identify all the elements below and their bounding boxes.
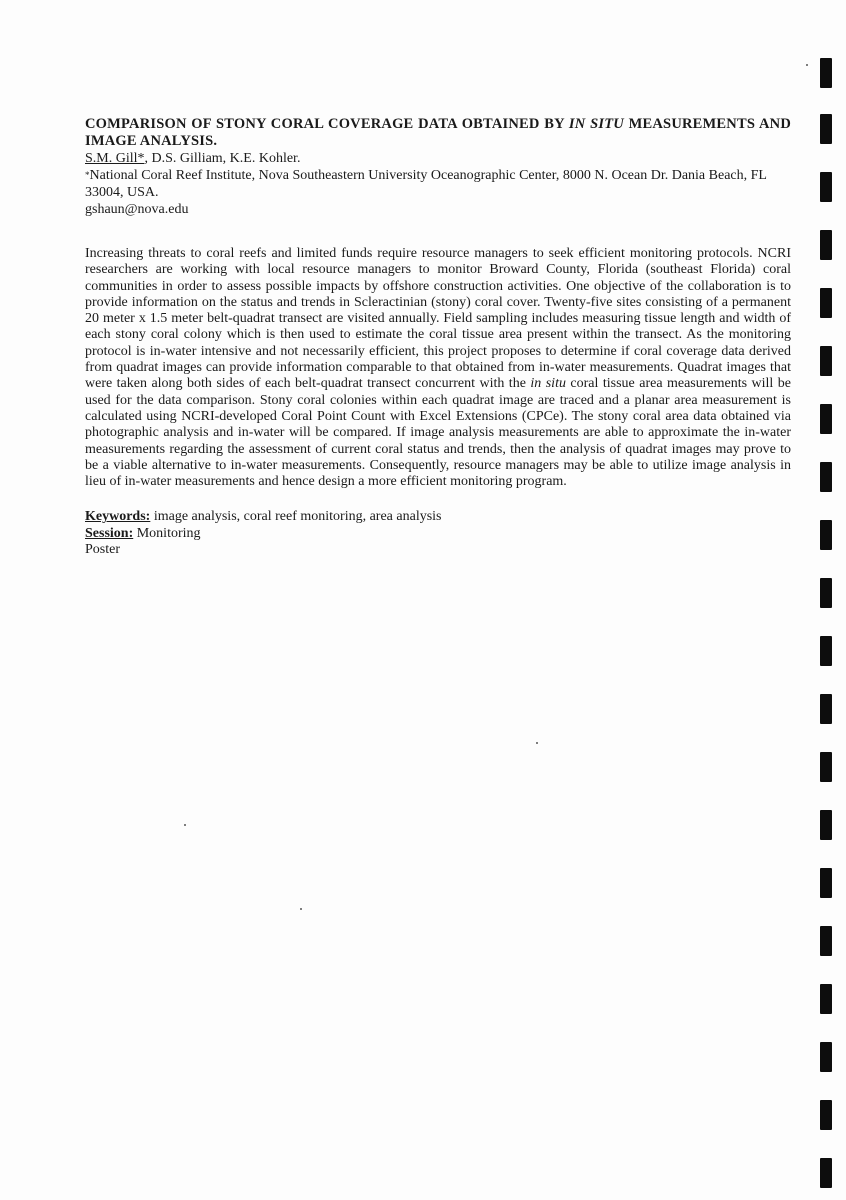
affiliation	[85, 167, 791, 201]
margin-mark	[820, 520, 832, 550]
abstract-body	[85, 246, 791, 490]
margin-mark	[820, 58, 832, 88]
margin-mark	[820, 578, 832, 608]
scan-speck	[300, 908, 302, 910]
scan-speck	[184, 824, 186, 826]
margin-mark	[820, 810, 832, 840]
paper-title	[85, 116, 791, 150]
title-part2: MEASUREMENTS AND IMAGE ANALYSIS.	[85, 116, 791, 149]
margin-mark	[820, 1158, 832, 1188]
scan-margin-marks	[820, 0, 836, 1200]
margin-mark	[820, 462, 832, 492]
margin-mark	[820, 172, 832, 202]
presentation-format: Poster	[85, 542, 120, 558]
abstract-part1: Increasing threats to coral reefs and limited funds require resource managers to seek efficient monitoring protocols. NCRI researchers are working with local resource managers to monitor Broward County, Florida (southeast Florida) coral communities in order to assess possible impacts by offshore construction activities. One objective of the collaboration is to provide information on the status and trends in Scleractinian (stony) coral cover. Twenty-five sites consisting of a permanent 20 meter x 1.5 meter belt-quadrat transect are visited annually. Field sampling includes measuring tissue length and width of each stony coral colony which is then used to estimate the coral tissue area present within the transect. As the monitoring protocol is in-water intensive and not necessarily efficient, this project proposes to determine if coral coverage data derived from quadrat images can provide information comparable to that obtained from in-water measurements. Quadrat images that were taken along both sides of each belt-quadrat transect concurrent with the	[85, 246, 791, 392]
keywords-line	[85, 509, 791, 526]
contact-email: gshaun@nova.edu	[85, 202, 189, 217]
margin-mark	[820, 346, 832, 376]
scan-speck	[536, 742, 538, 744]
abstract-metadata	[85, 509, 791, 559]
margin-mark	[820, 926, 832, 956]
keywords-label: Keywords:	[85, 509, 151, 525]
session-value: Monitoring	[133, 525, 201, 541]
session-label: Session:	[85, 525, 134, 541]
author-list	[85, 150, 791, 167]
presenting-author: S.M. Gill*	[85, 151, 145, 166]
margin-mark	[820, 114, 832, 144]
abstract-content	[85, 116, 791, 559]
margin-mark	[820, 636, 832, 666]
affiliation-text: National Coral Reef Institute, Nova Southeastern University Oceanographic Center, 8000 N. Ocean Dr. Dania Beach, FL 33004, USA.	[85, 168, 767, 200]
title-part1: COMPARISON OF STONY CORAL COVERAGE DATA OBTAINED BY	[85, 116, 569, 132]
margin-mark	[820, 984, 832, 1014]
margin-mark	[820, 230, 832, 260]
margin-mark	[820, 694, 832, 724]
session-line	[85, 526, 791, 543]
abstract-italic: in situ	[530, 376, 566, 392]
margin-mark	[820, 868, 832, 898]
margin-mark	[820, 404, 832, 434]
abstract-part2: coral tissue area measurements will be used for the data comparison. Stony coral colonies within each quadrat image are traced and a planar area measurement is calculated using NCRI-developed Coral Point Count with Excel Extensions (CPCe). The stony coral area data obtained via photographic analysis and in-water will be compared. If image analysis measurements are able to approximate the in-water measurements regarding the assessment of current coral status and trends, then the analysis of quadrat images may prove to be a viable alternative to in-water measurements. Consequently, resource managers may be able to utilize image analysis in lieu of in-water measurements and hence design a more efficient monitoring program.	[85, 376, 791, 490]
margin-mark	[820, 752, 832, 782]
affiliation-marker: *	[85, 170, 90, 180]
margin-mark	[820, 288, 832, 318]
title-italic: IN SITU	[568, 116, 624, 132]
margin-mark	[820, 1042, 832, 1072]
scan-speck	[806, 64, 808, 66]
keywords-value: image analysis, coral reef monitoring, area analysis	[150, 509, 442, 525]
co-authors: , D.S. Gilliam, K.E. Kohler.	[144, 151, 301, 166]
margin-mark	[820, 1100, 832, 1130]
